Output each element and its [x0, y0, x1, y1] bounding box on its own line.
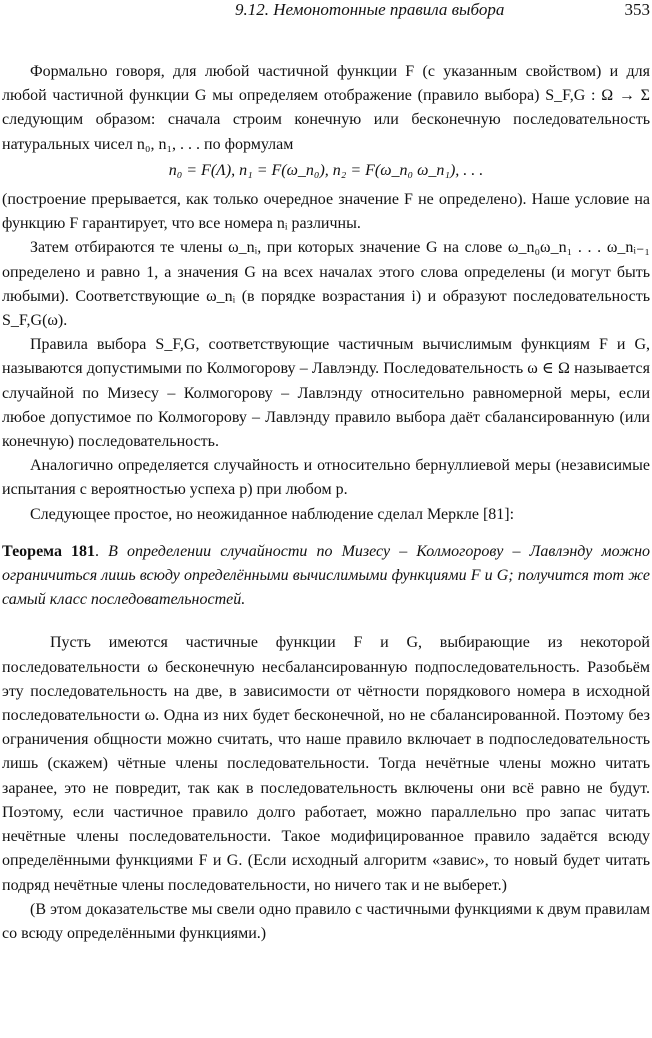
- paragraph-condition: (построение прерывается, как только очередное значение F не определено). Наше условие на функцию F гарантирует, что все номера nᵢ различны.: [2, 191, 650, 233]
- page-body: [2, 60, 650, 946]
- section-title: 9.12. Немонотонные правила выбора: [235, 0, 505, 19]
- page-number: 353: [624, 0, 650, 19]
- paragraph-bernoulli: Аналогично определяется случайность и относительно бернуллиевой меры (независимые испытания с вероятностью успеха p) при любом p.: [2, 457, 650, 499]
- paragraph-merkle: Следующее простое, но неожиданное наблюдение сделал Меркле [81]:: [30, 505, 515, 523]
- theorem-label: Теорема 181: [2, 542, 96, 560]
- formula-sequence: n₀ = F(Λ), n₁ = F(ω_n₀), n₂ = F(ω_n₀ ω_n₁), . . .: [168, 161, 484, 179]
- paragraph-definition: Формально говоря, для любой частичной функции F (с указанным свойством) и для любой частичной функции G мы определяем отображение (правило выбора) S_F,G : Ω → Σ следующим образом: сначала строим конечную или бесконечную последовательность натуральных чисел n₀, n₁, . . . по формулам: [2, 63, 650, 153]
- theorem-statement: В определении случайности по Мизесу – Колмогорову – Лавлэнду можно ограничиться лишь всюду определёнными вычислимыми функциями F и G; получится тот же самый класс последовательностей.: [2, 542, 651, 609]
- theorem-block: Теорема 181. В определении случайности по Мизесу – Колмогорову – Лавлэнду можно ограничиться лишь всюду определёнными вычислимыми функциями F и G; получится тот же самый класс последовательностей.: [2, 542, 651, 609]
- proof-remark: (В этом доказательстве мы свели одно правило с частичными функциями к двум правилам со всюду определёнными функциями.): [2, 900, 650, 942]
- paragraph-selection: Затем отбираются те члены ω_nᵢ, при которых значение G на слове ω_n₀ω_n₁ . . . ω_nᵢ₋₁ определено и равно 1, а значения G на всех началах этого слова определены (и могут быть любыми). Соответствующие ω_nᵢ (в порядке возрастания i) и образуют последовательность S_F,G(ω).: [2, 239, 650, 330]
- paragraph-admissible-rules: Правила выбора S_F,G, соответствующие частичным вычислимым функциям F и G, называются допустимыми по Колмогорову – Лавлэнду. Последовательность ω ∈ Ω называется случайной по Мизесу – Колмогорову – Лавлэнду относительно равномерной меры, если любое допустимое по Колмогорову – Лавлэнду правило выбора даёт сбалансированную (или конечную) последовательность.: [2, 336, 650, 451]
- running-header: [0, 0, 652, 20]
- proof-paragraph: Пусть имеются частичные функции F и G, выбирающие из некоторой последовательности ω бесконечную несбалансированную подпоследовательность. Разобьём эту последовательность на две, в зависимости от чётности порядкового номера в исходной последовательности ω. Одна из них будет бесконечной, но не сбалансированной. Поэтому без ограничения общности можно считать, что наше правило включает в подпоследовательность лишь (скажем) чётные члены последовательности. Тогда нечётные члены можно читать заранее, это не повредит, так как в последовательность включены они всё равно не будут. Поэтому, если частичное правило долго работает, можно параллельно про запас читать нечётные члены последовательности. Такое модифицированное правило задаётся всюду определёнными функциями F и G. (Если исходный алгоритм «завис», то новый будет читать подряд нечётные члены последовательности, но ничего так и не выберет.): [2, 634, 650, 894]
